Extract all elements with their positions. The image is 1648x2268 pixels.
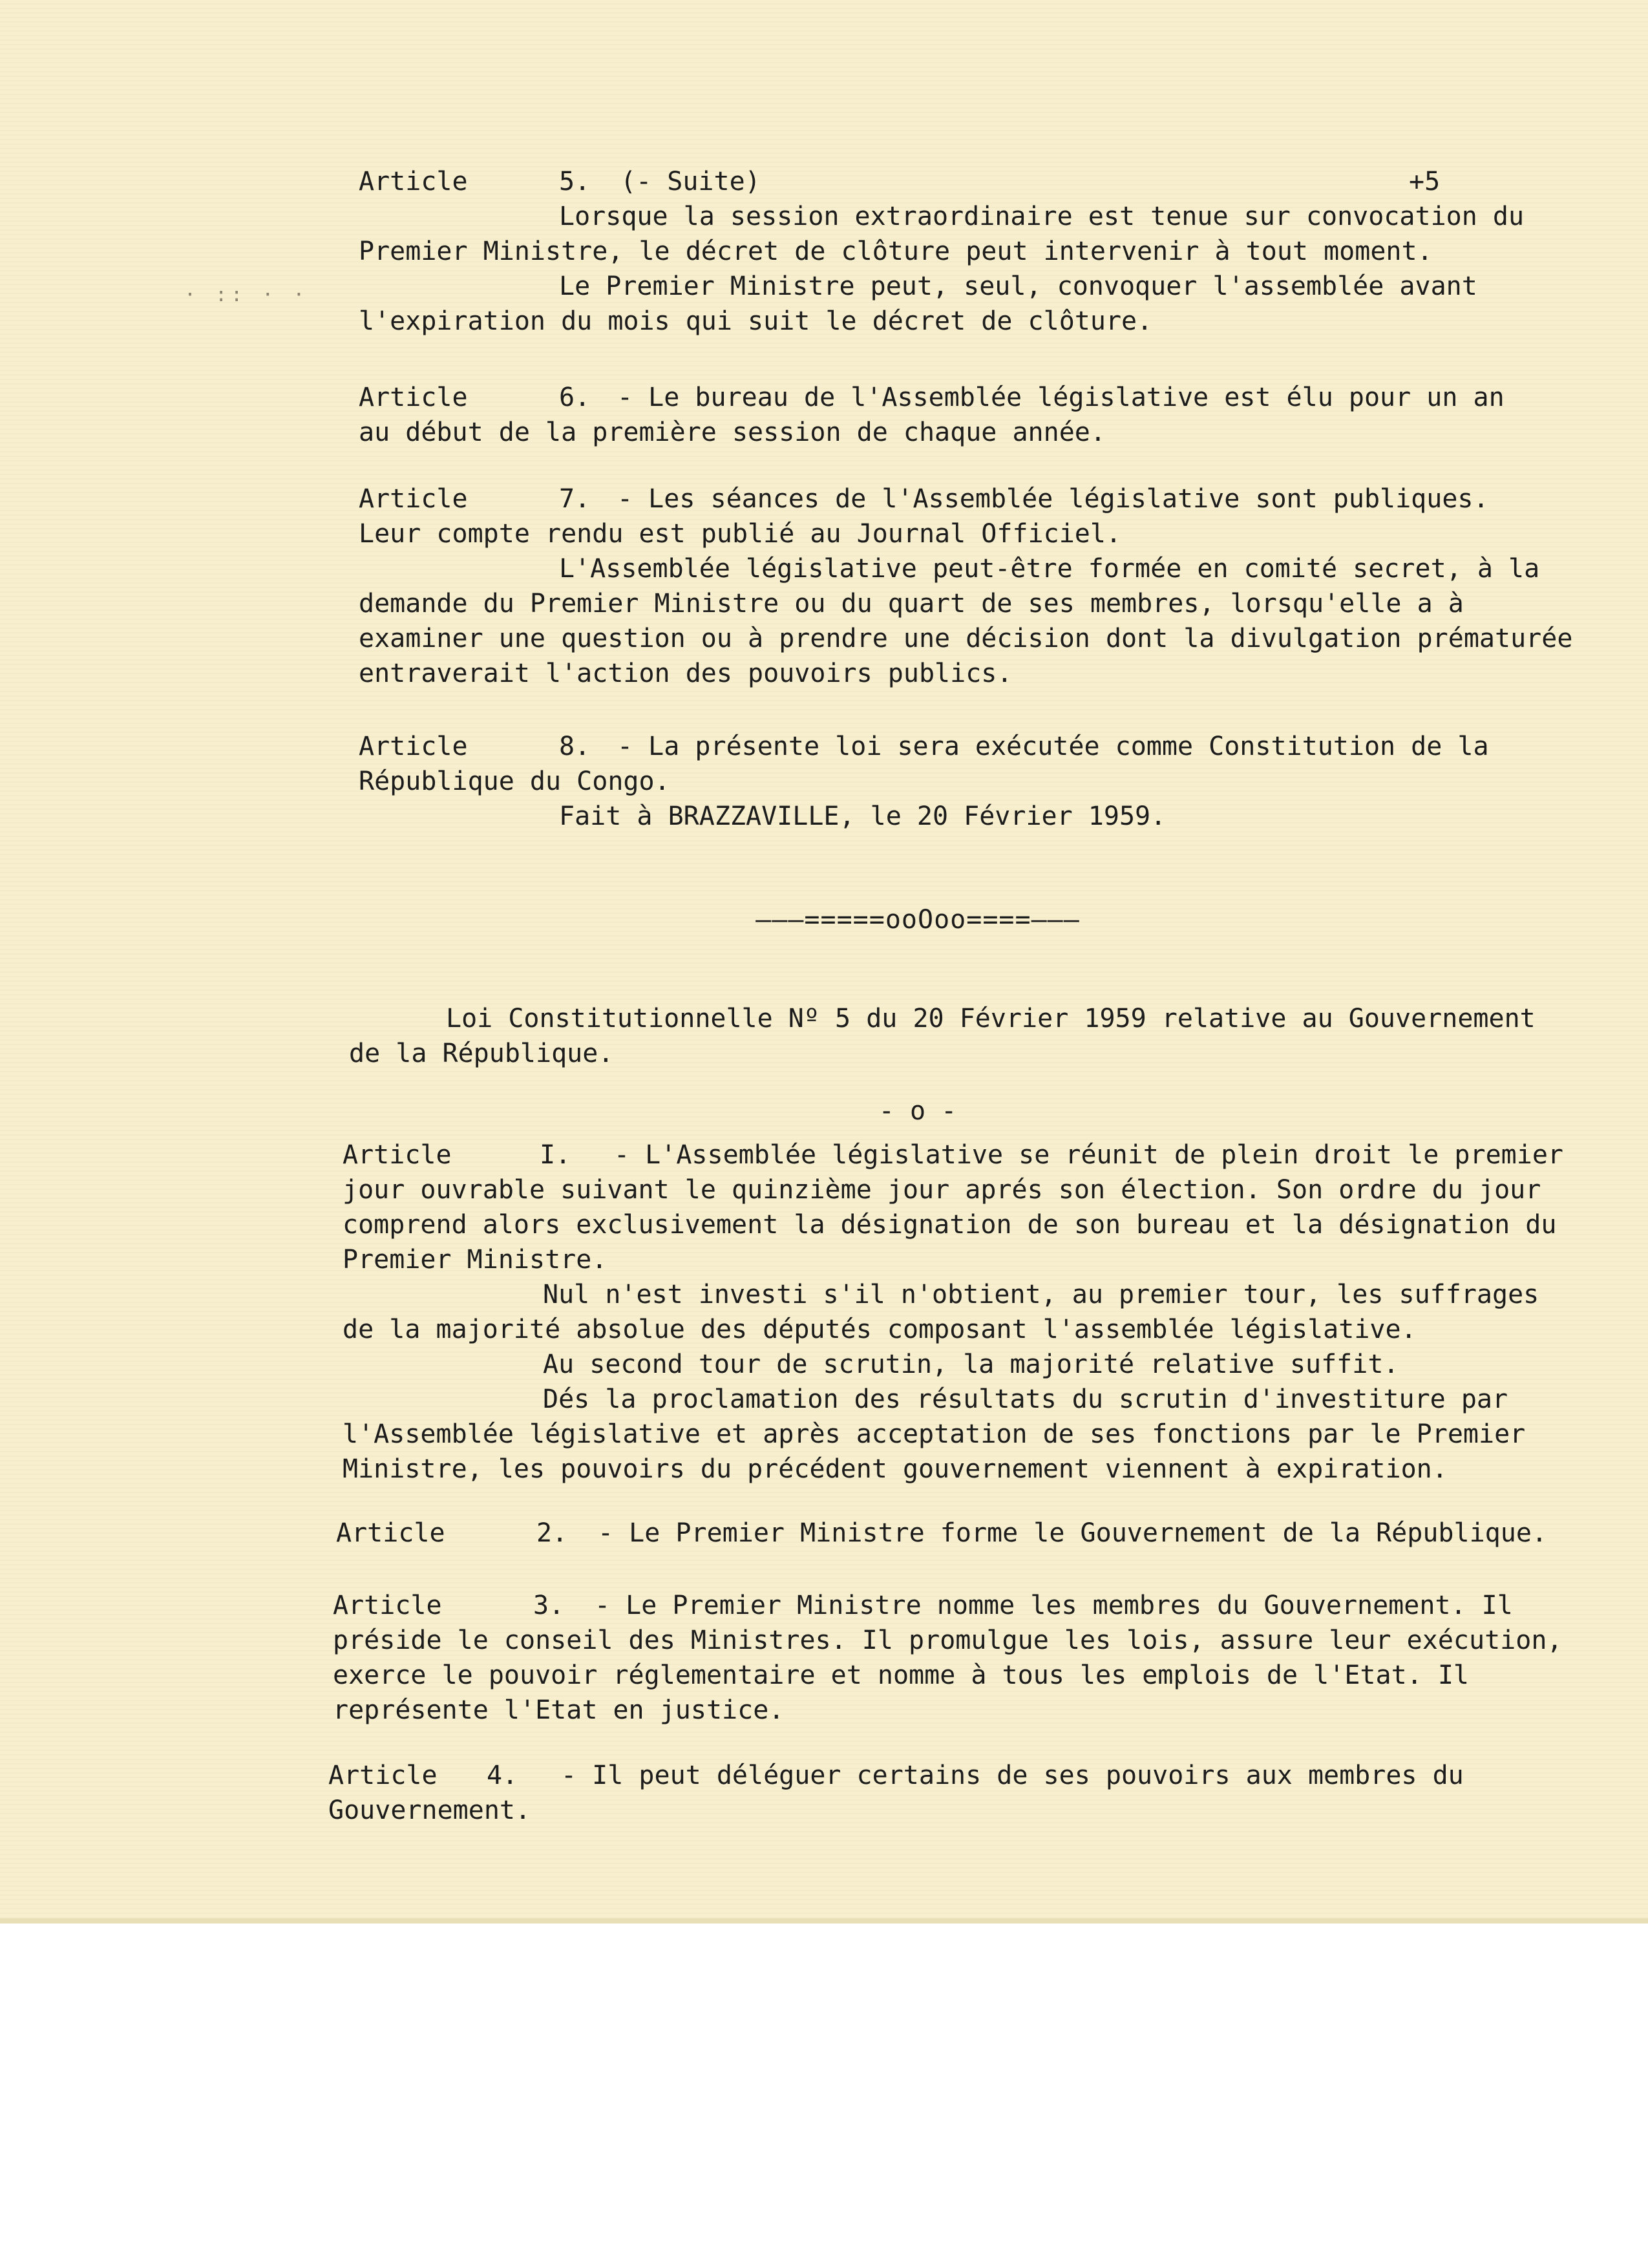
article-number: 8.: [559, 732, 591, 761]
article-2: [336, 1516, 1548, 1551]
small-separator: - o -: [878, 1096, 957, 1126]
article-4: [328, 1758, 1492, 1828]
article-heading-line: [359, 164, 1522, 199]
text-line: de la majorité absolue des députés composant l'assemblée législative.: [343, 1315, 1417, 1344]
section-separator: ———=====ooOoo====———: [755, 905, 1080, 935]
article-text: - Il peut déléguer certains de ses pouvoirs aux membres du: [561, 1761, 1464, 1790]
law-title-line: Loi Constitutionnelle Nº 5 du 20 Février 1959 relative au Gouvernement: [446, 1004, 1536, 1033]
article-5: [359, 164, 1525, 339]
article-heading-line: [343, 1138, 1564, 1172]
text-line: Dés la proclamation des résultats du scrutin d'investiture par: [543, 1384, 1508, 1414]
article-heading-line: [336, 1516, 1548, 1551]
article-number: 4.: [487, 1761, 518, 1790]
article-6: [359, 380, 1522, 450]
text-line: Premier Ministre.: [343, 1245, 607, 1275]
text-line: examiner une question ou à prendre une décision dont la divulgation prématurée: [359, 624, 1573, 653]
article-text: - Le Premier Ministre forme le Gouvernement de la République.: [598, 1518, 1548, 1548]
text-line: entraverait l'action des pouvoirs publics.: [359, 659, 1013, 688]
margin-marks: · :: · ·: [184, 284, 309, 306]
text-line: République du Congo.: [359, 767, 670, 796]
text-line: L'Assemblée législative peut-être formée en comité secret, à la: [559, 554, 1540, 584]
article-heading-line: [333, 1588, 1513, 1623]
article-heading-line: [359, 729, 1522, 764]
article-text: - Le Premier Ministre nomme les membres du Gouvernement. Il: [595, 1591, 1513, 1620]
text-line: exerce le pouvoir réglementaire et nomme à tous les emplois de l'Etat. Il: [333, 1660, 1469, 1690]
article-text: - Le bureau de l'Assemblée législative est élu pour un an: [617, 383, 1505, 412]
text-line: Le Premier Ministre peut, seul, convoquer l'assemblée avant: [559, 271, 1477, 301]
text-line: jour ouvrable suivant le quinzième jour aprés son élection. Son ordre du jour: [343, 1175, 1541, 1205]
article-label: Article: [359, 484, 468, 514]
law-title: [349, 1001, 1577, 1071]
text-line: Lorsque la session extraordinaire est tenue sur convocation du: [559, 202, 1525, 231]
article-label: Article: [336, 1518, 445, 1548]
text-line: Gouvernement.: [328, 1796, 531, 1825]
article-text: - Les séances de l'Assemblée législative sont publiques.: [617, 484, 1489, 514]
article-number: 5.: [559, 167, 591, 196]
article-number: 6.: [559, 383, 591, 412]
text-line: l'expiration du mois qui suit le décret de clôture.: [359, 306, 1153, 336]
text-line: représente l'Etat en justice.: [333, 1695, 785, 1725]
signature-line: Fait à BRAZZAVILLE, le 20 Février 1959.: [559, 801, 1167, 831]
text-line: préside le conseil des Ministres. Il promulgue les lois, assure leur exécution,: [333, 1626, 1563, 1655]
article-label: Article: [328, 1761, 438, 1790]
text-line: demande du Premier Ministre ou du quart de ses membres, lorsqu'elle a à: [359, 589, 1464, 619]
article-heading-line: [359, 482, 1522, 516]
text-line: Leur compte rendu est publié au Journal Officiel.: [359, 519, 1122, 549]
text-line: Au second tour de scrutin, la majorité relative suffit.: [543, 1350, 1399, 1379]
text-line: au début de la première session de chaque année.: [359, 418, 1106, 447]
article-text: - La présente loi sera exécutée comme Constitution de la: [617, 732, 1489, 761]
article-label: Article: [359, 167, 468, 196]
article-label: Article: [359, 383, 468, 412]
law-title-line: de la République.: [349, 1039, 614, 1068]
text-line: l'Assemblée législative et après acceptation de ses fonctions par le Premier: [343, 1419, 1526, 1449]
article-i: [343, 1138, 1564, 1487]
text-line: Ministre, les pouvoirs du précédent gouvernement viennent à expiration.: [343, 1454, 1448, 1484]
text-line: comprend alors exclusivement la désignation de son bureau et la désignation du: [343, 1210, 1557, 1240]
article-heading-line: [328, 1758, 1492, 1793]
text-line: Nul n'est investi s'il n'obtient, au premier tour, les suffrages: [543, 1280, 1539, 1309]
article-number: 7.: [559, 484, 591, 514]
article-8: [359, 729, 1522, 834]
article-label: Article: [333, 1591, 442, 1620]
article-number: 2.: [536, 1518, 568, 1548]
page-number: +5: [1409, 167, 1441, 196]
article-7: [359, 482, 1573, 691]
article-number: I.: [540, 1140, 571, 1170]
text-line: Premier Ministre, le décret de clôture peut intervenir à tout moment.: [359, 237, 1433, 266]
article-heading-line: [359, 380, 1522, 415]
article-number: 3.: [533, 1591, 565, 1620]
article-text: (- Suite): [620, 167, 761, 196]
article-text: - L'Assemblée législative se réunit de plein droit le premier: [614, 1140, 1564, 1170]
article-3: [333, 1588, 1563, 1728]
article-label: Article: [343, 1140, 452, 1170]
article-label: Article: [359, 732, 468, 761]
